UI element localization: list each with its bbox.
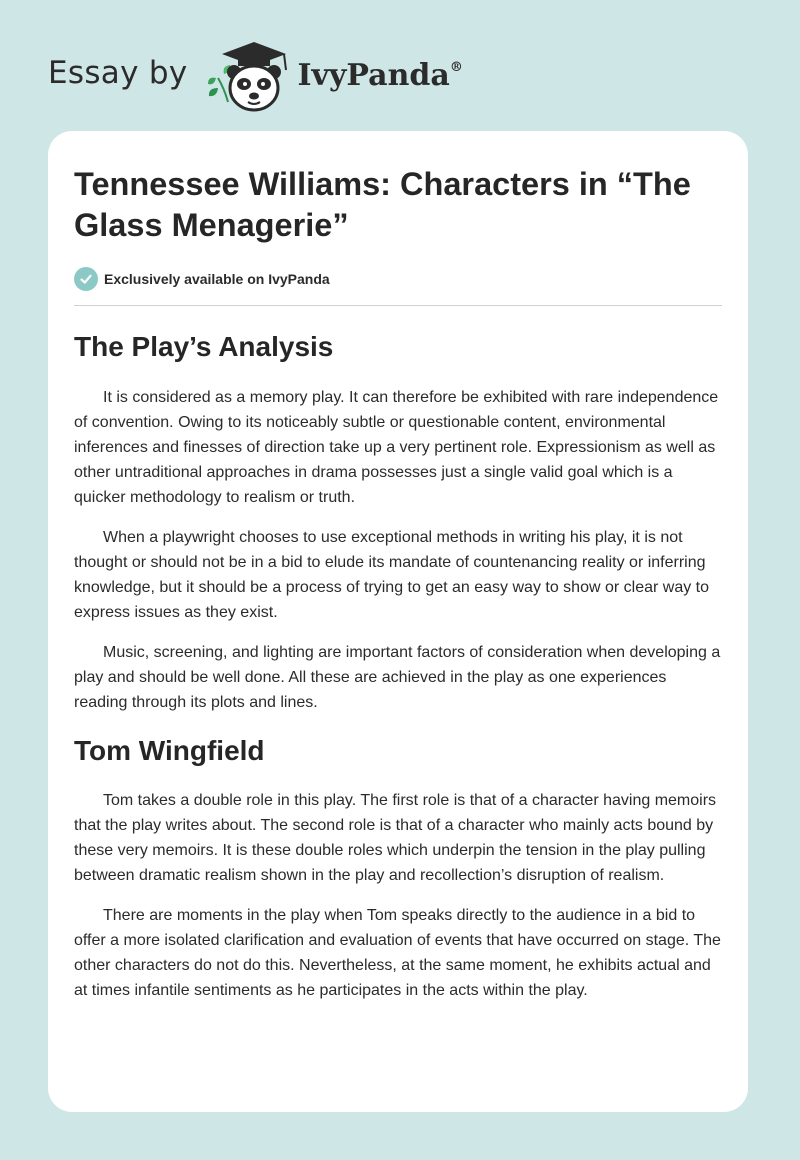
check-icon — [74, 267, 98, 291]
site-header — [48, 36, 463, 116]
brand-name[interactable] — [298, 58, 463, 93]
exclusive-text: Exclusively available on IvyPanda — [104, 271, 330, 287]
section-tom-wingfield — [74, 733, 722, 1003]
divider — [74, 305, 722, 306]
panda-logo-icon[interactable] — [204, 38, 296, 114]
paragraph: When a playwright chooses to use exceptional methods in writing his play, it is not thought or should not be in a bid to elude its mandate of countenancing reality or inferring knowledge, but it should be a process of trying to get an easy way to show or clear way to express issues as they exist. — [74, 529, 710, 621]
paragraph: It is considered as a memory play. It can therefore be exhibited with rare independence of convention. Owing to its noticeably subtle or questionable content, environmental inferences and finesses of direction take up a very pertinent role. Expressionism as well as other untraditional approaches in drama possesses just a single valid goal which is a quicker methodology to realism or truth. — [74, 389, 719, 506]
article-title: Tennessee Williams: Characters in “The Glass Menagerie” — [74, 166, 691, 243]
registered-mark: ® — [449, 59, 463, 75]
paragraph: There are moments in the play when Tom speaks directly to the audience in a bid to offer a more isolated clarification and evaluation of events that have occurred on stage. The other characters do not do this. Nevertheless, at the same moment, he exhibits actual and at times infantile sentiments as he participates in the acts within the play. — [74, 907, 721, 999]
paragraph: Music, screening, and lighting are important factors of consideration when developing a play and should be well done. All these are achieved in the play as one experiences reading through its plots and lines. — [74, 644, 721, 711]
article-card — [48, 131, 748, 1112]
essay-by-label: Essay by — [48, 55, 188, 91]
section-heading: The Play’s Analysis — [74, 331, 334, 362]
section-play-analysis — [74, 329, 722, 715]
exclusive-badge — [74, 267, 722, 291]
paragraph: Tom takes a double role in this play. The first role is that of a character having memoirs that the play writes about. The second role is that of a character who mainly acts bound by these very memoirs. It is these double roles which underpin the tension in the play pulling between dramatic realism shown in the play and recollection’s disruption of realism. — [74, 792, 717, 884]
section-heading: Tom Wingfield — [74, 735, 265, 766]
brand-text: IvyPanda — [297, 57, 450, 93]
